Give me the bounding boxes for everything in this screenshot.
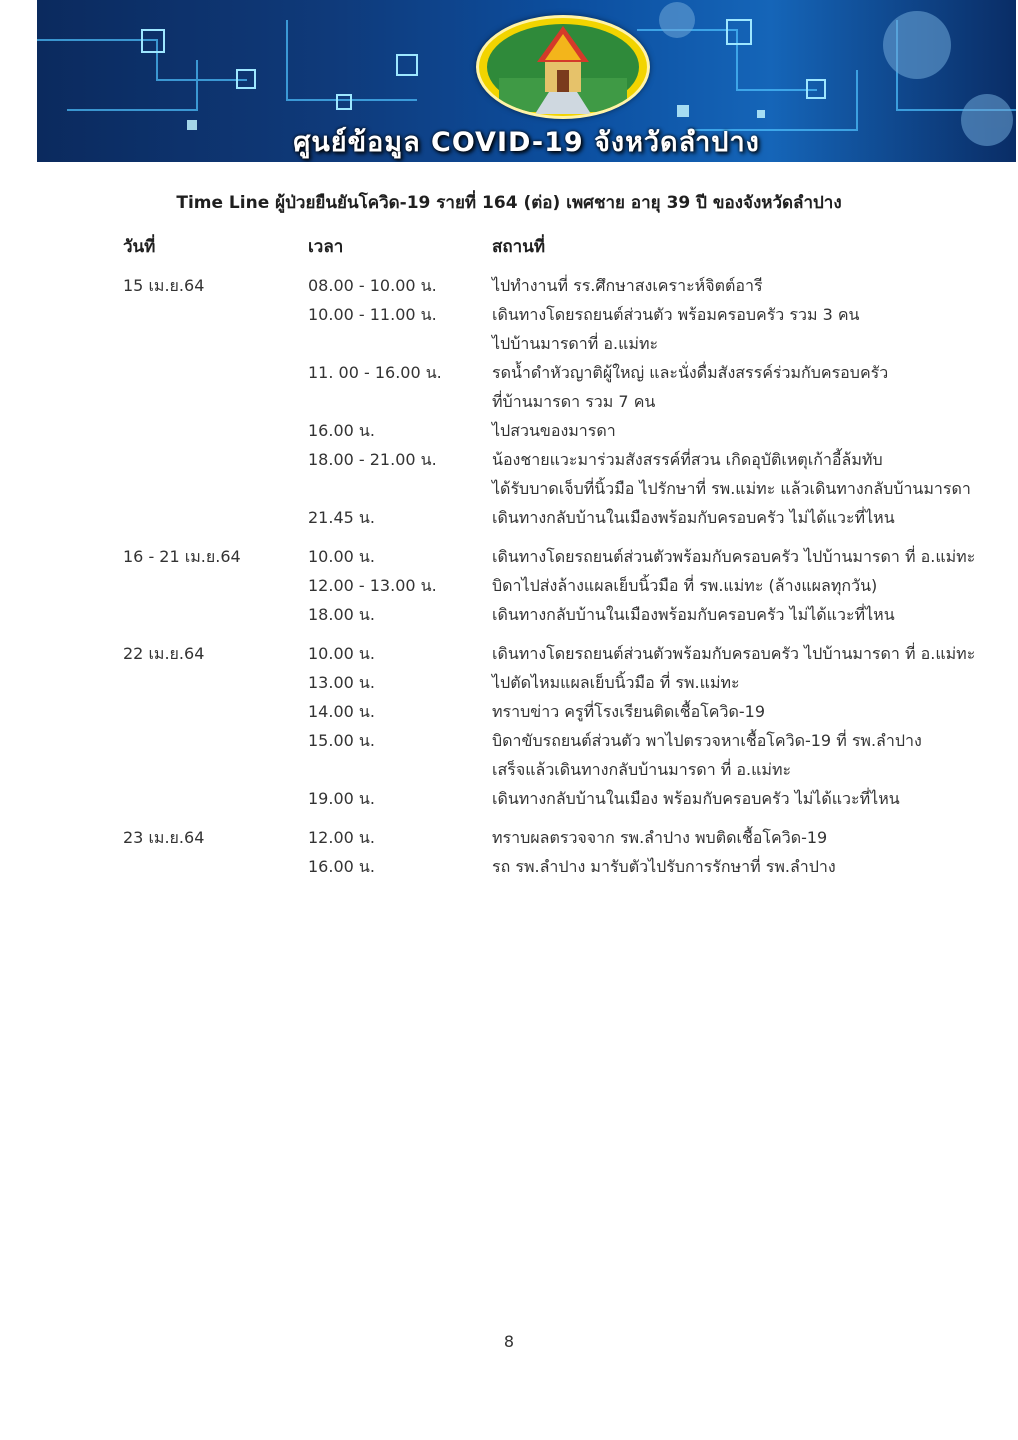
row-place: ไปสวนของมารดา — [492, 421, 616, 440]
row-place: เดินทางโดยรถยนต์ส่วนตัวพร้อมกับครอบครัว ไปบ้านมารดา ที่ อ.แม่ทะ — [492, 547, 976, 566]
row-time: 21.45 น. — [308, 508, 375, 527]
page-number: 8 — [503, 1332, 515, 1351]
row-time: 16.00 น. — [308, 421, 375, 440]
row-place: เดินทางกลับบ้านในเมืองพร้อมกับครอบครัว ไม่ได้แวะที่ไหน — [492, 605, 895, 624]
row-place: ไปบ้านมารดาที่ อ.แม่ทะ — [492, 334, 659, 353]
lampang-province-seal-icon — [476, 15, 650, 119]
header-time: เวลา — [308, 237, 344, 257]
row-place: เดินทางกลับบ้านในเมือง พร้อมกับครอบครัว ไม่ได้แวะที่ไหน — [492, 789, 900, 808]
row-place: ทราบผลตรวจจาก รพ.ลำปาง พบติดเชื้อโควิด-19 — [492, 828, 828, 847]
row-date: 22 เม.ย.64 — [123, 644, 205, 663]
row-time: 12.00 - 13.00 น. — [308, 576, 437, 595]
banner-title: ศูนย์ข้อมูล COVID-19 จังหวัดลำปาง — [293, 127, 760, 158]
row-place: ที่บ้านมารดา รวม 7 คน — [492, 392, 656, 411]
row-place: บิดาขับรถยนต์ส่วนตัว พาไปตรวจหาเชื้อโควิด-19 ที่ รพ.ลำปาง — [492, 731, 922, 750]
row-place: ทราบข่าว ครูที่โรงเรียนติดเชื้อโควิด-19 — [492, 702, 766, 721]
row-time: 12.00 น. — [308, 828, 375, 847]
row-date: 16 - 21 เม.ย.64 — [123, 547, 241, 566]
row-place: น้องชายแวะมาร่วมสังสรรค์ที่สวน เกิดอุบัติเหตุเก้าอี้ล้มทับ — [492, 450, 883, 469]
row-time: 18.00 น. — [308, 605, 375, 624]
row-time: 10.00 - 11.00 น. — [308, 305, 437, 324]
row-place: รถ รพ.ลำปาง มารับตัวไปรับการรักษาที่ รพ.ลำปาง — [492, 857, 836, 876]
row-time: 14.00 น. — [308, 702, 375, 721]
row-place: ไปตัดไหมแผลเย็บนิ้วมือ ที่ รพ.แม่ทะ — [492, 673, 740, 692]
row-date: 15 เม.ย.64 — [123, 276, 205, 295]
document-title: Time Line ผู้ป่วยยืนยันโควิด-19 รายที่ 164 (ต่อ) เพศชาย อายุ 39 ปี ของจังหวัดลำปาง — [176, 193, 842, 213]
row-time: 19.00 น. — [308, 789, 375, 808]
row-place: เสร็จแล้วเดินทางกลับบ้านมารดา ที่ อ.แม่ทะ — [492, 760, 792, 779]
header-place: สถานที่ — [492, 237, 546, 257]
row-place: รดน้ำดำหัวญาติผู้ใหญ่ และนั่งดื่มสังสรรค์ร่วมกับครอบครัว — [492, 363, 889, 382]
row-date: 23 เม.ย.64 — [123, 828, 205, 847]
row-place: ไปทำงานที่ รร.ศึกษาสงเคราะห์จิตต์อารี — [492, 276, 763, 295]
row-place: เดินทางกลับบ้านในเมืองพร้อมกับครอบครัว ไม่ได้แวะที่ไหน — [492, 508, 895, 527]
row-time: 15.00 น. — [308, 731, 375, 750]
row-time: 16.00 น. — [308, 857, 375, 876]
row-time: 11. 00 - 16.00 น. — [308, 363, 442, 382]
row-time: 18.00 - 21.00 น. — [308, 450, 437, 469]
row-time: 13.00 น. — [308, 673, 375, 692]
row-place: เดินทางโดยรถยนต์ส่วนตัวพร้อมกับครอบครัว ไปบ้านมารดา ที่ อ.แม่ทะ — [492, 644, 976, 663]
row-time: 10.00 น. — [308, 547, 375, 566]
row-place: เดินทางโดยรถยนต์ส่วนตัว พร้อมครอบครัว รวม 3 คน — [492, 305, 860, 324]
row-time: 10.00 น. — [308, 644, 375, 663]
row-place: บิดาไปส่งล้างแผลเย็บนิ้วมือ ที่ รพ.แม่ทะ (ล้างแผลทุกวัน) — [492, 576, 878, 595]
row-place: ได้รับบาดเจ็บที่นิ้วมือ ไปรักษาที่ รพ.แม่ทะ แล้วเดินทางกลับบ้านมารดา — [492, 479, 971, 498]
covid-info-banner — [37, 0, 1016, 162]
row-time: 08.00 - 10.00 น. — [308, 276, 437, 295]
header-date: วันที่ — [123, 237, 156, 257]
